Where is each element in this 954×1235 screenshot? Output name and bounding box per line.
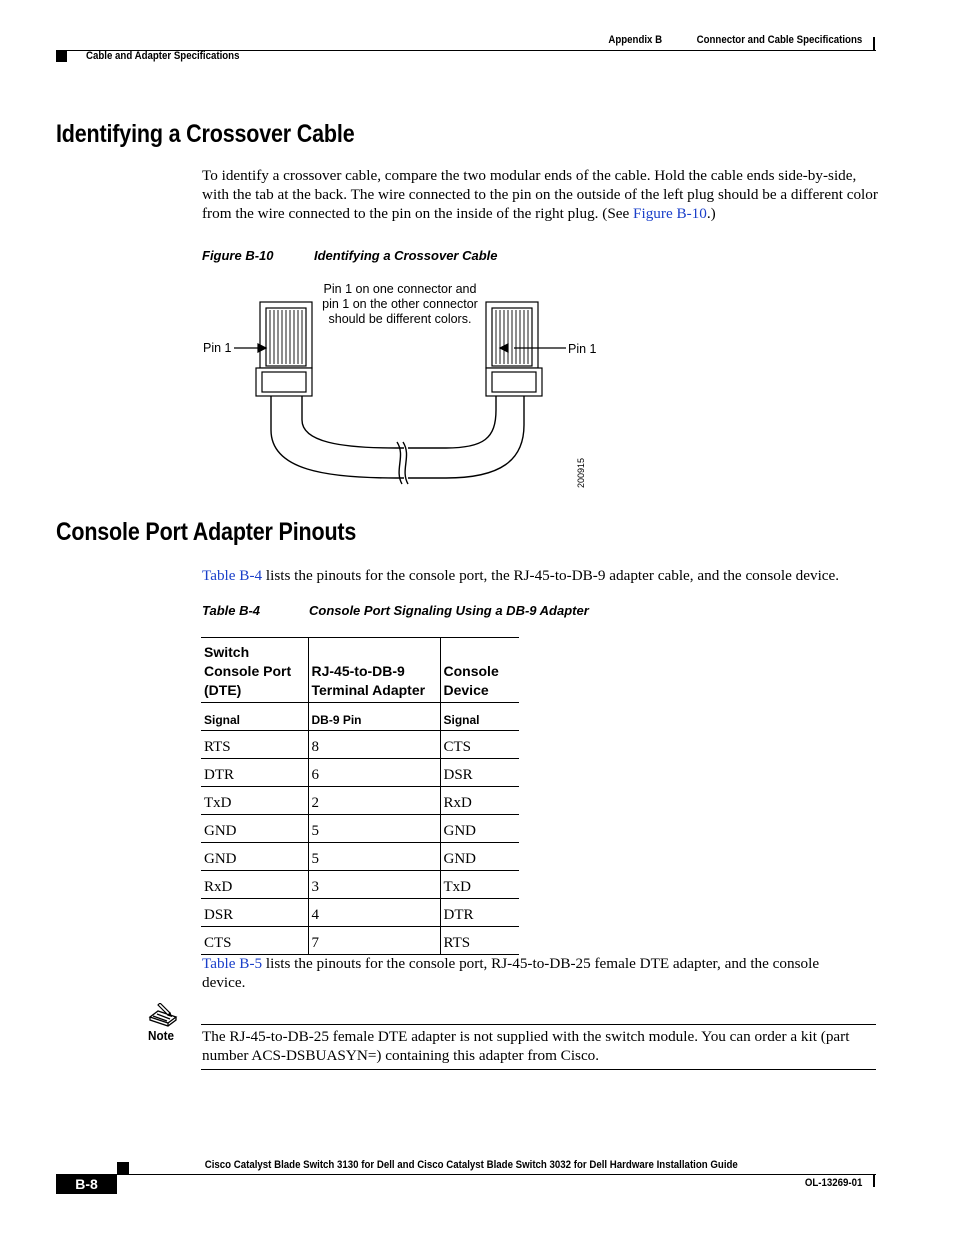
table-cell: GND	[440, 815, 519, 843]
table-title: Console Port Signaling Using a DB-9 Adapter	[309, 603, 589, 618]
table-header-cell: Console Device	[440, 638, 519, 703]
table-subheader-cell: DB-9 Pin	[308, 703, 440, 731]
table-cell: 3	[308, 871, 440, 899]
console-paragraph-2-text: lists the pinouts for the console port, RJ-45-to-DB-25 female DTE adapter, and the console device.	[202, 955, 820, 991]
table-cell: TxD	[440, 871, 519, 899]
figure-note-line-3: should be different colors.	[328, 312, 472, 326]
table-subheader-row	[201, 703, 519, 731]
table-row	[201, 843, 519, 871]
footer-left-square	[117, 1162, 129, 1174]
table-header-row	[201, 638, 519, 703]
table-cell: GND	[201, 815, 308, 843]
table-cell: DSR	[440, 759, 519, 787]
table-cell: RxD	[201, 871, 308, 899]
table-row	[201, 871, 519, 899]
table-cell: 4	[308, 899, 440, 927]
figure-title: Identifying a Crossover Cable	[314, 248, 498, 263]
figure-number: Figure B-10	[202, 248, 274, 263]
table-number: Table B-4	[202, 603, 261, 618]
footer-title: Cisco Catalyst Blade Switch 3130 for Dell and Cisco Catalyst Blade Switch 3032 for Dell Hardware Installation Guide	[204, 1159, 738, 1171]
table-subheader-cell: Signal	[440, 703, 519, 731]
table-cell: DTR	[201, 759, 308, 787]
crossover-paragraph	[202, 166, 878, 223]
console-paragraph-1	[202, 566, 892, 585]
section-title-console: Console Port Adapter Pinouts	[56, 518, 357, 546]
table-cell: RTS	[440, 927, 519, 955]
figure-note-line-2: pin 1 on the other connector	[322, 297, 478, 311]
figure-id: 200915	[576, 457, 586, 488]
table-header-cell: Switch Console Port (DTE)	[201, 638, 308, 703]
table-b4-link[interactable]: Table B-4	[202, 567, 263, 584]
figure-note	[312, 282, 488, 327]
left-pin-label: Pin 1	[203, 341, 232, 355]
crossover-paragraph-end: .)	[706, 205, 716, 222]
table-row	[201, 787, 519, 815]
table-cell: GND	[201, 843, 308, 871]
header-right-tick	[873, 37, 875, 51]
table-cell: RTS	[201, 731, 308, 759]
figure-caption	[202, 248, 498, 263]
table-cell: 5	[308, 843, 440, 871]
header-black-square	[56, 51, 67, 62]
note-label: Note	[148, 1028, 175, 1043]
table-subheader-cell: Signal	[201, 703, 308, 731]
header-chapter: Connector and Cable Specifications	[696, 34, 862, 46]
console-pinout-table	[201, 637, 519, 955]
header-appendix: Appendix B	[608, 34, 662, 46]
table-cell: TxD	[201, 787, 308, 815]
footer-right-tick	[873, 1174, 875, 1187]
pencil-note-icon	[146, 1003, 178, 1027]
page-number-box	[56, 1174, 117, 1194]
table-cell: 7	[308, 927, 440, 955]
footer-rule	[117, 1174, 876, 1175]
table-cell: 5	[308, 815, 440, 843]
table-row	[201, 759, 519, 787]
figure-note-line-1: Pin 1 on one connector and	[323, 282, 477, 296]
right-connector	[486, 302, 542, 396]
figure-b10-link[interactable]: Figure B-10	[633, 205, 707, 222]
header-section: Cable and Adapter Specifications	[86, 50, 240, 62]
page-number: B-8	[75, 1176, 98, 1192]
console-paragraph-2	[202, 954, 842, 992]
table-row	[201, 927, 519, 955]
note-top-rule	[201, 1024, 876, 1025]
table-header-cell: RJ-45-to-DB-9 Terminal Adapter	[308, 638, 440, 703]
footer-doc-number: OL-13269-01	[804, 1177, 862, 1189]
table-cell: GND	[440, 843, 519, 871]
section-title-crossover: Identifying a Crossover Cable	[56, 120, 355, 148]
table-cell: DSR	[201, 899, 308, 927]
table-cell: CTS	[201, 927, 308, 955]
table-row	[201, 899, 519, 927]
table-cell: RxD	[440, 787, 519, 815]
table-caption	[202, 603, 589, 618]
cable-drawing	[271, 396, 524, 484]
right-pin-label: Pin 1	[568, 342, 597, 356]
table-cell: DTR	[440, 899, 519, 927]
table-b5-link[interactable]: Table B-5	[202, 955, 263, 972]
table-row	[201, 815, 519, 843]
table-cell: 8	[308, 731, 440, 759]
note-text: The RJ-45-to-DB-25 female DTE adapter is not supplied with the switch module. You can order a kit (part number ACS-DSBUASYN=) containing this adapter from Cisco.	[202, 1028, 850, 1064]
table-cell: 2	[308, 787, 440, 815]
note-bottom-rule	[201, 1069, 876, 1070]
console-paragraph-1-text: lists the pinouts for the console port, the RJ-45-to-DB-9 adapter cable, and the console device.	[262, 567, 840, 584]
crossover-paragraph-text: To identify a crossover cable, compare the two modular ends of the cable. Hold the cable ends side-by-side, with the tab at the back. The wire connected to the pin on the outside of the left plug should be a different color from the wire connected to the pin on the inside of the right plug. (See	[202, 167, 878, 222]
table-row	[201, 731, 519, 759]
table-cell: CTS	[440, 731, 519, 759]
table-cell: 6	[308, 759, 440, 787]
